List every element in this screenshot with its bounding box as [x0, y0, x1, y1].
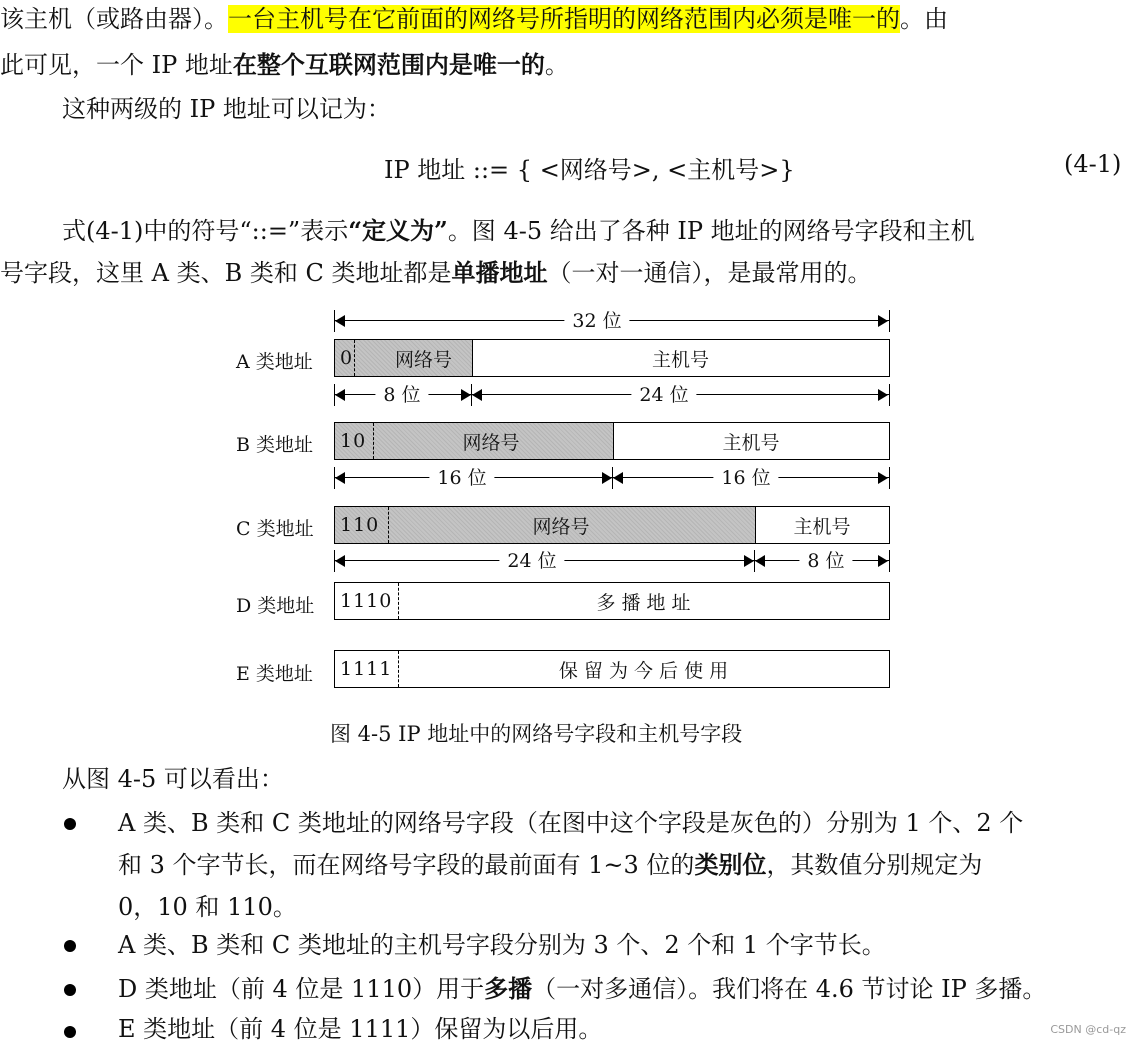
- highlighted-text: 一台主机号在它前面的网络号所指明的网络范围内必须是唯一的: [228, 5, 900, 33]
- arrow-left: [335, 472, 345, 484]
- arrow-left: [613, 472, 623, 484]
- class-b-label: B 类地址: [236, 434, 314, 456]
- watermark: CSDN @cd-qz: [1050, 1023, 1126, 1036]
- host-label: 主机号: [793, 515, 851, 538]
- dim-label: 24 位: [499, 550, 564, 572]
- class-c-bar: [334, 506, 890, 544]
- text-run: 。由: [900, 5, 948, 33]
- arrow-right: [878, 389, 888, 401]
- dim-tick: [889, 310, 890, 332]
- bold-text: 多播: [484, 974, 533, 1003]
- text-run: 此可见，一个 IP 地址: [0, 51, 233, 79]
- bullet-line: A 类、B 类和 C 类地址的网络号字段（在图中这个字段是灰色的）分别为 1 个、2 个: [118, 809, 1024, 837]
- host-field: [613, 423, 889, 459]
- dim-tick: [889, 550, 890, 572]
- prefix-divider: [373, 423, 374, 459]
- class-bits: 110: [340, 514, 380, 536]
- intro-line: 这种两级的 IP 地址可以记为：: [62, 95, 391, 123]
- bullet-line: 0，10 和 110。: [118, 893, 297, 921]
- text-run: （一对一通信），是最常用的。: [547, 259, 872, 287]
- arrow-left: [335, 389, 345, 401]
- reserved-field: [398, 651, 889, 687]
- dim-label: 8 位: [375, 384, 428, 406]
- text-run: 号字段，这里 A 类、B 类和 C 类地址都是: [0, 259, 452, 287]
- class-d-label: D 类地址: [236, 595, 315, 617]
- figure-caption: 图 4-5 IP 地址中的网络号字段和主机号字段: [330, 722, 743, 746]
- class-e-bar: [334, 650, 890, 688]
- arrow-left: [335, 555, 345, 567]
- bold-text: 在整个互联网范围内是唯一的: [232, 50, 545, 79]
- class-bits: 1110: [340, 590, 393, 612]
- dim-line: [334, 477, 890, 478]
- lead-in: 从图 4-5 可以看出：: [62, 765, 284, 793]
- arrow-left: [335, 315, 345, 327]
- prefix-divider: [354, 340, 355, 376]
- arrow-left: [755, 555, 765, 567]
- dimension-a: [334, 384, 890, 406]
- class-d-bar: [334, 582, 890, 620]
- text-run: （一对多通信）。我们将在 4.6 节讨论 IP 多播。: [532, 975, 1047, 1003]
- text-run: ，其数值分别规定为: [766, 851, 983, 879]
- bullet-icon: [64, 940, 76, 952]
- multicast-field: [398, 583, 889, 619]
- host-field: [472, 340, 889, 376]
- text-run: 。: [544, 51, 569, 79]
- equation-number: (4-1): [1064, 150, 1122, 178]
- host-label: 主机号: [722, 431, 780, 454]
- text-run: 式(4-1)中的符号“::=”表示: [62, 217, 349, 245]
- paragraph-line: [0, 256, 871, 290]
- dim-label: 32 位: [564, 310, 629, 332]
- text-run: 和 3 个字节长，而在网络号字段的最前面有 1~3 位的: [118, 851, 695, 879]
- arrow-right: [878, 472, 888, 484]
- class-bits: 1111: [340, 658, 393, 680]
- host-label: 主机号: [651, 348, 709, 371]
- class-a-bar: [334, 339, 890, 377]
- dimension-b: [334, 467, 890, 489]
- paragraph-line: [62, 214, 975, 248]
- bullet-line: A 类、B 类和 C 类地址的主机号字段分别为 3 个、2 个和 1 个字节长。: [118, 931, 886, 959]
- prefix-divider: [388, 507, 389, 543]
- dim-label: 24 位: [631, 384, 696, 406]
- network-label: 网络号: [462, 431, 520, 454]
- arrow-right: [878, 555, 888, 567]
- dimension-c: [334, 550, 890, 572]
- arrow-left: [472, 389, 482, 401]
- arrow-right: [744, 555, 754, 567]
- bullet-icon: [64, 984, 76, 996]
- dim-tick: [889, 467, 890, 489]
- bullet-line: [118, 848, 982, 882]
- host-field: [755, 507, 889, 543]
- bold-text: 单播地址: [451, 258, 548, 287]
- text-run: 该主机（或路由器）。: [0, 5, 228, 33]
- bold-text: 类别位: [694, 850, 767, 879]
- network-label: 网络号: [532, 515, 590, 538]
- class-a-label: A 类地址: [236, 351, 313, 373]
- network-field: [335, 507, 755, 543]
- paragraph-line: [0, 48, 569, 82]
- text-run: D 类地址（前 4 位是 1110）用于: [118, 975, 485, 1003]
- bullet-line: E 类地址（前 4 位是 1111）保留为以后用。: [118, 1015, 603, 1043]
- dim-tick: [889, 384, 890, 406]
- class-bits: 0: [340, 347, 354, 369]
- bullet-icon: [64, 1026, 76, 1038]
- bullet-icon: [64, 818, 76, 830]
- class-bits: 10: [340, 430, 367, 452]
- dimension-32bit: [334, 310, 890, 332]
- multicast-label: 多 播 地 址: [596, 591, 691, 614]
- formula: IP 地址 ::= { <网络号>, <主机号>}: [384, 156, 795, 184]
- bold-text: “定义为”: [348, 216, 448, 245]
- arrow-right: [461, 389, 471, 401]
- arrow-right: [878, 315, 888, 327]
- text-run: 。图 4-5 给出了各种 IP 地址的网络号字段和主机: [447, 217, 975, 245]
- network-label: 网络号: [394, 348, 452, 371]
- dim-label: 16 位: [429, 467, 494, 489]
- class-b-bar: [334, 422, 890, 460]
- bullet-line: [118, 972, 1046, 1006]
- dim-label: 16 位: [713, 467, 778, 489]
- class-c-label: C 类地址: [236, 518, 314, 540]
- paragraph-line: [0, 2, 948, 36]
- network-field: [335, 423, 613, 459]
- arrow-right: [602, 472, 612, 484]
- class-e-label: E 类地址: [236, 663, 313, 685]
- reserved-label: 保 留 为 今 后 使 用: [558, 659, 729, 682]
- network-field: [335, 340, 472, 376]
- dim-label: 8 位: [799, 550, 852, 572]
